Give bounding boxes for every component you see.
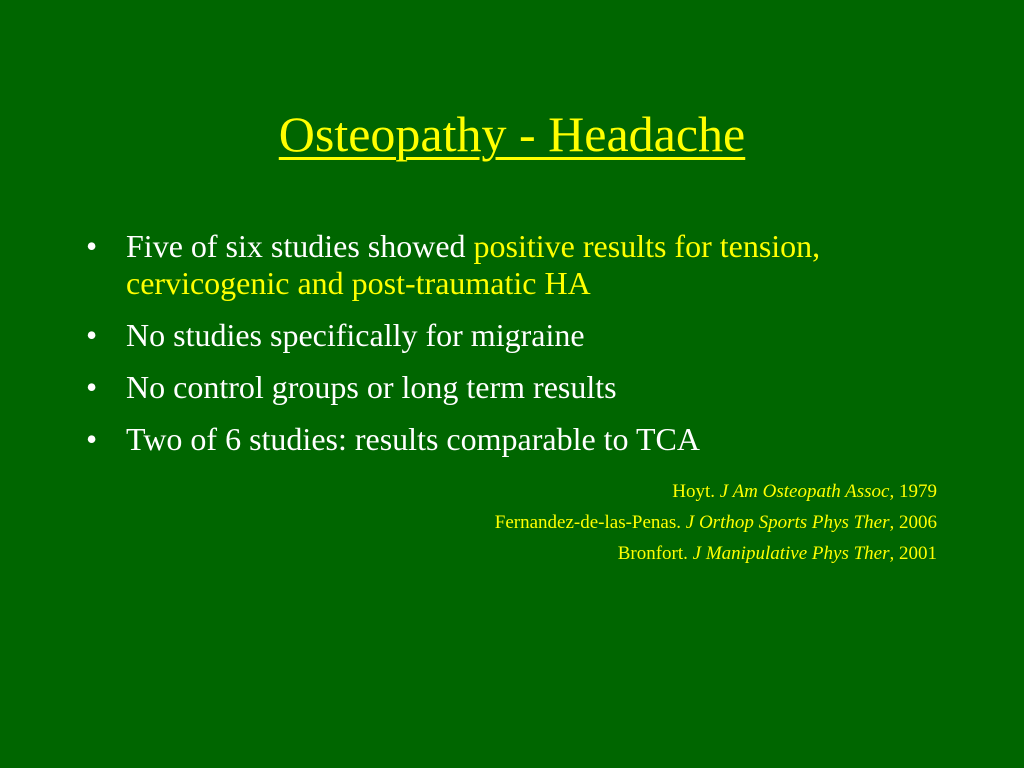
reference-author: Fernandez-de-las-Penas. bbox=[494, 512, 682, 533]
bullet-marker: • bbox=[86, 421, 98, 457]
reference-author: Hoyt. bbox=[672, 481, 715, 502]
bullet-marker: • bbox=[86, 369, 98, 405]
reference-journal: J Orthop Sports Phys Ther bbox=[685, 512, 890, 533]
bullet-marker: • bbox=[86, 317, 98, 353]
bullet-list bbox=[86, 228, 946, 473]
reference-item bbox=[177, 511, 937, 535]
reference-year: , 1979 bbox=[889, 481, 937, 502]
bullet-highlight: positive results for tension, cervicogenic and post-traumatic HA bbox=[126, 228, 821, 301]
bullet-item bbox=[86, 228, 946, 302]
reference-item bbox=[177, 480, 937, 504]
slide-title bbox=[0, 102, 1024, 166]
bullet-marker: • bbox=[86, 228, 98, 264]
bullet-text: No control groups or long term results bbox=[126, 369, 617, 405]
slide-title-text: Osteopathy - Headache bbox=[278, 106, 746, 162]
reference-item bbox=[177, 542, 937, 566]
references bbox=[177, 480, 937, 573]
reference-author: Bronfort. bbox=[617, 543, 688, 564]
reference-journal: J Manipulative Phys Ther bbox=[692, 543, 890, 564]
reference-year: , 2001 bbox=[889, 543, 937, 564]
reference-journal: J Am Osteopath Assoc bbox=[719, 481, 890, 502]
bullet-item bbox=[86, 317, 946, 354]
bullet-item bbox=[86, 369, 946, 406]
bullet-text: Two of 6 studies: results comparable to TCA bbox=[126, 421, 700, 457]
bullet-text: Five of six studies showed bbox=[126, 228, 474, 264]
bullet-text: No studies specifically for migraine bbox=[126, 317, 585, 353]
reference-year: , 2006 bbox=[889, 512, 937, 533]
bullet-item bbox=[86, 421, 946, 458]
